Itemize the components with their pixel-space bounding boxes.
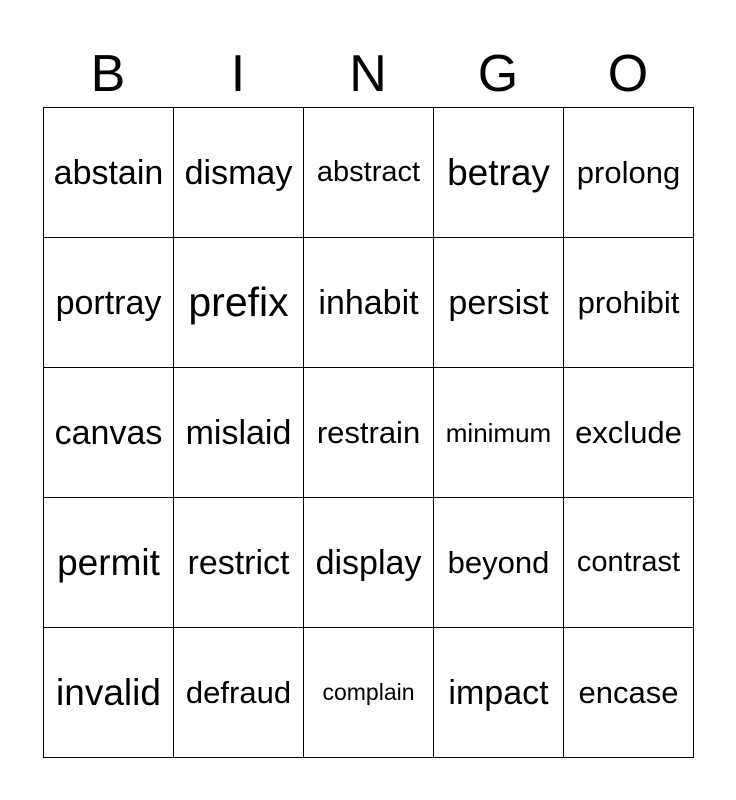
cell-word: complain [322, 679, 415, 705]
bingo-cell[interactable] [564, 628, 694, 758]
bingo-cell[interactable] [44, 628, 174, 758]
bingo-cell[interactable] [174, 238, 304, 368]
cell-word: impact [448, 673, 549, 712]
cell-word: display [315, 543, 422, 582]
cell-word: persist [448, 283, 549, 322]
cell-word: dismay [184, 153, 293, 192]
bingo-cell[interactable] [434, 368, 564, 498]
cell-word: prefix [188, 279, 289, 325]
cell-word: permit [57, 542, 160, 583]
bingo-cell[interactable] [44, 108, 174, 238]
bingo-cell[interactable] [174, 498, 304, 628]
cell-word: prolong [576, 155, 681, 190]
header-letter-g: G [477, 45, 519, 103]
bingo-cell[interactable] [44, 498, 174, 628]
bingo-cell[interactable] [44, 238, 174, 368]
bingo-cell[interactable] [174, 368, 304, 498]
bingo-cell[interactable] [174, 108, 304, 238]
header-letter-o: O [607, 45, 649, 103]
header-letter-n: N [349, 45, 387, 103]
cell-word: contrast [576, 546, 681, 578]
bingo-cell[interactable] [434, 108, 564, 238]
bingo-cell[interactable] [564, 108, 694, 238]
cell-word: defraud [185, 675, 292, 710]
bingo-cell[interactable] [304, 238, 434, 368]
cell-word: invalid [56, 672, 161, 713]
cell-word: prohibit [577, 285, 680, 320]
bingo-cell[interactable] [304, 498, 434, 628]
cell-word: exclude [575, 415, 682, 450]
bingo-cell[interactable] [564, 238, 694, 368]
header-letter-i: I [230, 45, 246, 103]
bingo-board [43, 107, 694, 758]
bingo-cell[interactable] [44, 368, 174, 498]
bingo-cell[interactable] [434, 238, 564, 368]
cell-word: canvas [54, 413, 163, 452]
cell-word: inhabit [318, 283, 419, 322]
bingo-cell[interactable] [304, 628, 434, 758]
header-letter-b: B [90, 45, 126, 103]
bingo-cell[interactable] [564, 498, 694, 628]
bingo-cell[interactable] [304, 368, 434, 498]
cell-word: beyond [447, 545, 550, 580]
cell-word: encase [578, 675, 679, 710]
cell-word: restrain [316, 415, 421, 450]
cell-word: mislaid [185, 413, 292, 452]
bingo-cell[interactable] [434, 498, 564, 628]
bingo-header [43, 40, 693, 108]
bingo-cell[interactable] [564, 368, 694, 498]
bingo-cell[interactable] [304, 108, 434, 238]
cell-word: restrict [187, 543, 290, 582]
bingo-cell[interactable] [434, 628, 564, 758]
cell-word: abstain [53, 153, 164, 192]
cell-word: portray [55, 283, 162, 322]
bingo-cell[interactable] [174, 628, 304, 758]
cell-word: betray [447, 152, 550, 193]
cell-word: abstract [316, 156, 421, 188]
cell-word: minimum [445, 417, 552, 448]
